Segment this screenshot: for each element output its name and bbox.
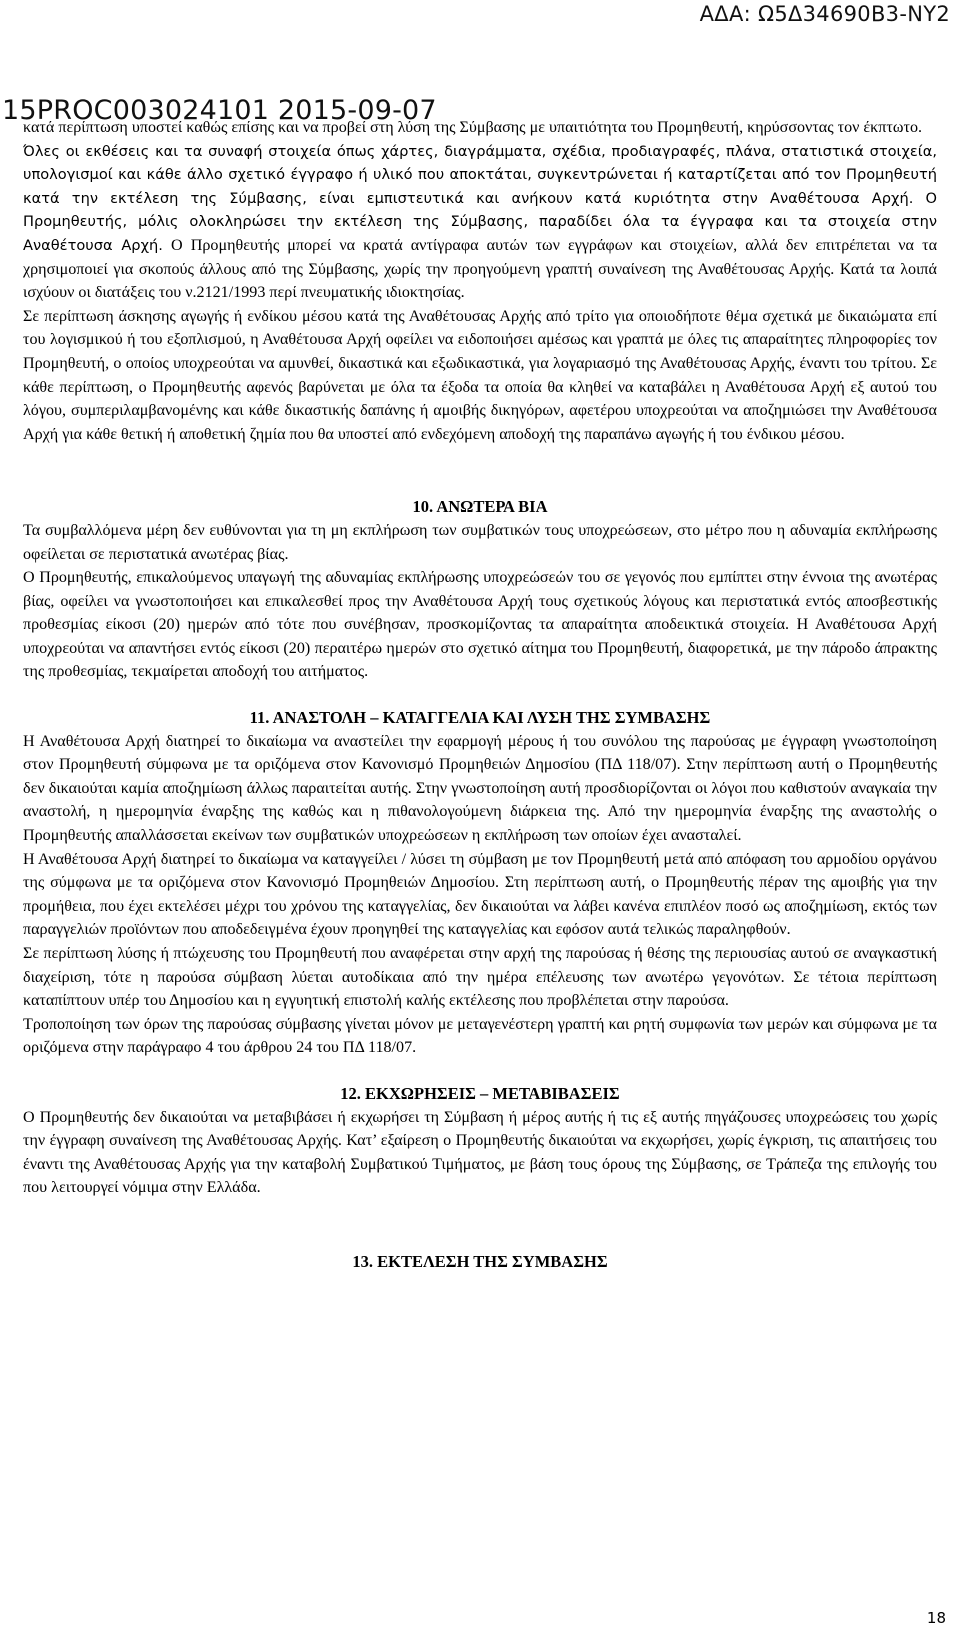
force-majeure-paragraph-2: Ο Προμηθευτής, επικαλούμενος υπαγωγή της αδυναμίας εκπλήρωσης υποχρεώσεών του σε γεγονός που εμπίπτει στην έννοια της ανωτέρας βίας, οφείλει να γνωστοποιήσει και επικαλεσθεί προς την Αναθέτουσα Αρχή τους σχετικούς λόγους και περιστατικά εντός αποσβεστικής προθεσμίας είκοσι (20) ημερών από τότε που συνέβησαν, προσκομίζοντας τα απαραίτητα αποδεικτικά στοιχεία. Η Αναθέτουσα Αρχή υποχρεούται να απαντήσει εντός είκοσι (20) περαιτέρω ημερών στο σχετικό αίτημα του Προμηθευτή, διαφορετικά, με την πάροδο άπρακτης της προθεσμίας, τεκμαίρεται αποδοχή του αιτήματος. (23, 569, 937, 681)
assignments-paragraph-1: Ο Προμηθευτής δεν δικαιούται να μεταβιβάσει ή εκχωρήσει τη Σύμβαση ή μέρος αυτής ή τις εξ αυτής πηγάζουσες υποχρεώσεις του χωρίς την έγγραφη συναίνεση της Αναθέτουσας Αρχής. Κατ’ εξαίρεση ο Προμηθευτής δικαιούται να εκχωρήσει, χωρίς έγκριση, τις απαιτήσεις του έναντι της Αναθέτουσας Αρχής για την καταβολή Συμβατικού Τιμήματος, με βάση τους όρους της Σύμβασης, σε Τράπεζα της επιλογής του που λειτουργεί νόμιμα στην Ελλάδα. (23, 1108, 937, 1197)
paragraph-documents (23, 140, 937, 305)
page-number: 18 (926, 1609, 946, 1627)
suspension-paragraph-4: Τροποποίηση των όρων της παρούσας σύμβασης γίνεται μόνον με μεταγενέστερη γραπτή και ρητή συμφωνία των μερών και σύμφωνα με τα οριζόμενα στην παράγραφο 4 του άρθρου 24 του ΠΔ 118/07. (23, 1015, 937, 1057)
document-id-watermark: 15PROC003024101 2015-09-07 (2, 95, 437, 126)
force-majeure-paragraph-1: Τα συμβαλλόμενα μέρη δεν ευθύνονται για τη μη εκπλήρωση των συμβατικών τους υποχρεώσεων, στο μέτρο που η αδυναμία εκπλήρωσης οφείλεται σε περιστατικά ανωτέρας βίας. (23, 521, 937, 563)
suspension-paragraph-3: Σε περίπτωση λύσης ή πτώχευσης του Προμηθευτή που αναφέρεται στην αρχή της παρούσας ή θέσης της περιουσίας αυτού σε αναγκαστική διαχείριση, τότε η παρούσα σύμβαση λύεται αυτοδίκαια από την ημέρα επέλευσης των ανωτέρω γεγονότων. Σε τέτοια περίπτωση καταπίπτουν υπέρ του Δημοσίου και η εγγυητική επιστολή καλής εκτέλεσης που προβλέπεται στην παρούσα. (23, 945, 937, 1010)
paragraph-documents-part2: Ο Προμηθευτής μπορεί να κρατά αντίγραφα αυτών των εγγράφων και στοιχείων, αλλά δεν επιτρέπεται να τα χρησιμοποιεί για σκοπούς άλλους από της Σύμβασης, χωρίς την προηγούμενη γραπτή συναίνεση της Αναθέτουσας Αρχής. Κατά τα λοιπά ισχύουν οι διατάξεις του ν.2121/1993 περί πνευματικής ιδιοκτησίας. (23, 236, 937, 302)
paragraph-documents-part1: Όλες οι εκθέσεις και τα συναφή στοιχεία όπως χάρτες, διαγράμματα, σχέδια, προδιαγραφές, πλάνα, στατιστικά στοιχεία, υπολογισμοί και κάθε άλλο σχετικό έγγραφο ή υλικό που αποκτάται, συγκεντρώνεται ή καταρτίζεται από τον Προμηθευτή κατά την εκτέλεση της Σύμβασης, είναι εμπιστευτικά και ανήκουν κατά κυριότητα στην Αναθέτουσα Αρχή. Ο Προμηθευτής, μόλις ολοκληρώσει την εκτέλεση της Σύμβασης, παραδίδει όλα τα έγγραφα και τα στοιχεία στην Αναθέτουσα Αρχή. (23, 142, 937, 254)
section-heading-force-majeure: 10. ΑΝΩΤΕΡΑ ΒΙΑ (412, 497, 548, 517)
section-heading-assignments: 12. ΕΚΧΩΡΗΣΕΙΣ – ΜΕΤΑΒΙΒΑΣΕΙΣ (340, 1083, 620, 1103)
paragraph-third-party-claims: Σε περίπτωση άσκησης αγωγής ή ενδίκου μέσου κατά της Αναθέτουσας Αρχής από τρίτο για οποιοδήποτε θέμα σχετικά με δικαιώματα επί του λογισμικού ή του εξοπλισμού, η Αναθέτουσα Αρχή οφείλει να ειδοποιήσει αμέσως και γραπτά με όλες τις απαραίτητες πληροφορίες τον Προμηθευτή, ο οποίος υποχρεούται να αμυνθεί, δικαστικά και εξωδικαστικά, για λογαριασμό της Αναθέτουσας Αρχής, έναντι του τρίτου. Σε κάθε περίπτωση, ο Προμηθευτής αφενός βαρύνεται με όλα τα έξοδα τα οποία θα κληθεί να καταβάλει η Αναθέτουσα Αρχή εξ αυτού του λόγου, συμπεριλαμβανομένης και κάθε δικαστικής δαπάνης ή αμοιβής δικηγόρων, αφετέρου υποχρεούται να αποζημιώσει την Αναθέτουσα Αρχή για κάθε θετική ή αποθετική ζημία που θα υποστεί από ενδεχόμενη αποδοχή της παραπάνω αγωγής ή του ένδικου μέσου. (23, 307, 937, 443)
suspension-paragraph-1: Η Αναθέτουσα Αρχή διατηρεί το δικαίωμα να αναστείλει την εφαρμογή μέρους ή του συνόλου της παρούσας με έγγραφη γνωστοποίηση στον Προμηθευτή σύμφωνα με τα οριζόμενα στον Κανονισμό Προμηθειών Δημοσίου (ΠΔ 118/07). Στην περίπτωση αυτή ο Προμηθευτής δεν δικαιούται καμία αποζημίωση άλλως παραιτείται αυτής. Στην γνωστοποίηση αυτή προσδιορίζονται οι λόγοι που καθιστούν αναγκαία την αναστολή, η ημερομηνία έναρξης της καθώς και η πιθανολογούμενη διάρκεια της. Από την ημερομηνία έναρξης της αναστολής ο Προμηθευτής απαλλάσσεται εκείνων των συμβατικών υποχρεώσεων η εκπλήρωση των οποίων έχει ανασταλεί. (23, 732, 937, 845)
section-heading-suspension-termination: 11. ΑΝΑΣΤΟΛΗ – ΚΑΤΑΓΓΕΛΙΑ ΚΑΙ ΛΥΣΗ ΤΗΣ ΣΥΜΒΑΣΗΣ (249, 708, 711, 728)
suspension-paragraph-2: Η Αναθέτουσα Αρχή διατηρεί το δικαίωμα να καταγγείλει / λύσει τη σύμβαση με τον Προμηθευτή μετά από απόφαση του αρμοδίου οργάνου της σύμφωνα με τα οριζόμενα στον Κανονισμό Προμηθειών Δημοσίου. Στη περίπτωση αυτή, ο Προμηθευτής πέραν της αμοιβής για την προμήθεια, που έχει εκτελέσει μέχρι του χρόνου της καταγγελίας, δεν δικαιούται να λάβει κανένα επιπλέον ποσό ως αποζημίωση, εκτός των παραγγελιών προϊόντων που αποδεδειγμένα έχουν προηγηθεί της καταγγελίας και εφόσον αυτά τελικώς παραληφθούν. (23, 850, 937, 939)
document-body (23, 116, 937, 1274)
paragraph-continuation: κατά περίπτωση υποστεί καθώς επίσης και να προβεί στη λύση της Σύμβασης με υπαιτιότητα του Προμηθευτή, κηρύσσοντας τον έκπτωτο. (23, 119, 923, 136)
ada-code: ΑΔΑ: Ω5Δ34690Β3-ΝΥ2 (699, 2, 950, 26)
section-heading-contract-execution: 13. ΕΚΤΕΛΕΣΗ ΤΗΣ ΣΥΜΒΑΣΗΣ (352, 1251, 608, 1271)
